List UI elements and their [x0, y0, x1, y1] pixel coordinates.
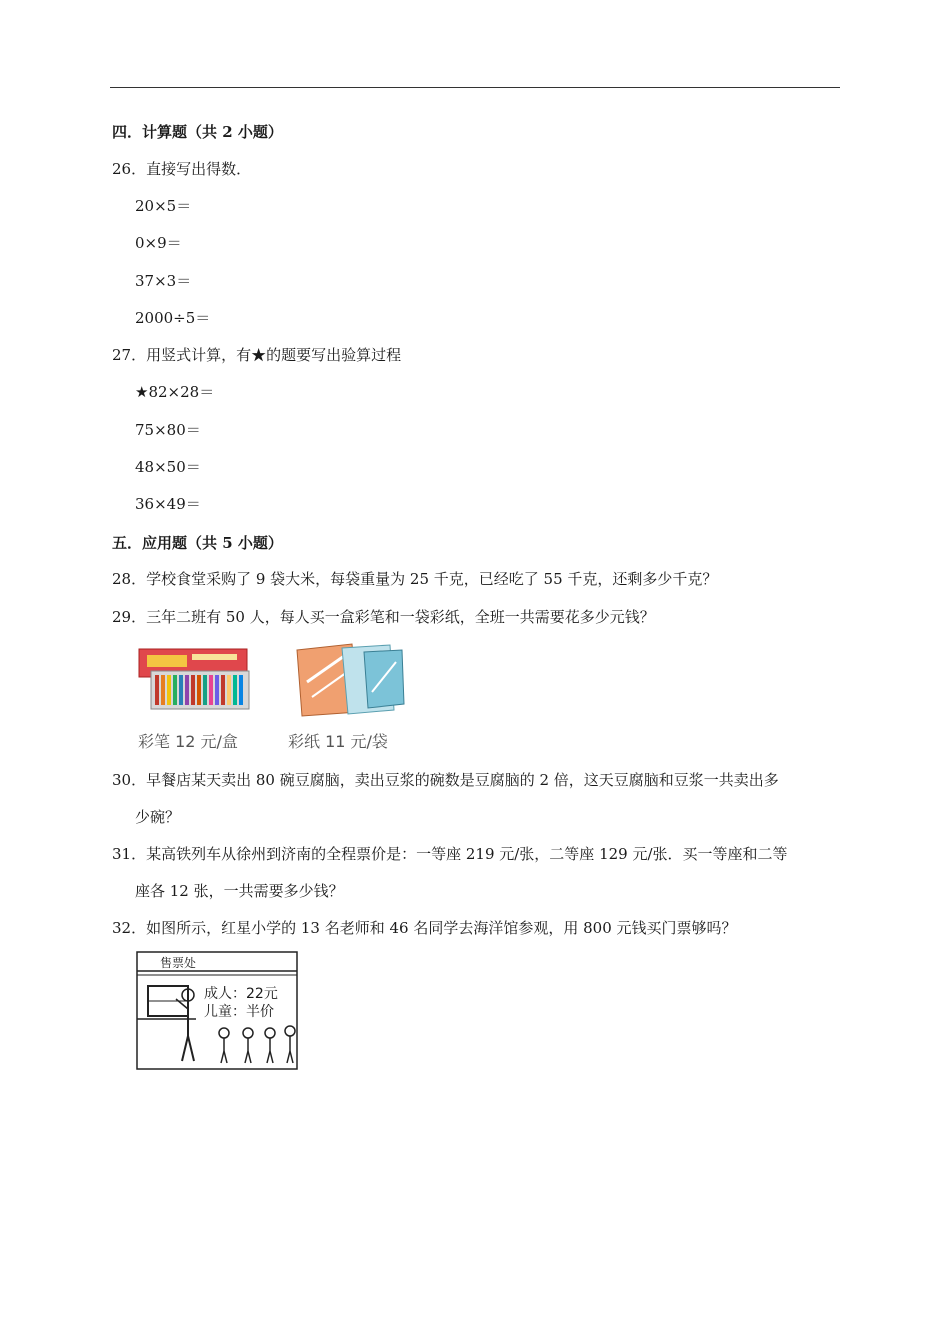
- question-27-item: 48×50＝: [135, 458, 201, 476]
- paper-price-caption: 彩纸 11 元/袋: [288, 732, 388, 751]
- header-rule: [110, 87, 840, 88]
- question-27-item: 36×49＝: [135, 495, 201, 513]
- color-pens-image: [137, 645, 252, 713]
- question-30-line2: 少碗？: [135, 808, 181, 826]
- question-29: 29．三年二班有 50 人，每人买一盒彩笔和一袋彩纸，全班一共需要花多少元钱？: [112, 608, 655, 626]
- question-27-stem: 27．用竖式计算，有★的题要写出验算过程: [112, 346, 402, 364]
- question-31-line1: 31．某高铁列车从徐州到济南的全程票价是：一等座 219 元/张，二等座 129 元/张．买一等座和二等: [112, 845, 788, 863]
- question-26-item: 0×9＝: [135, 234, 182, 252]
- question-27-item: 75×80＝: [135, 421, 201, 439]
- child-price-sign: 儿童：半价: [204, 1004, 274, 1020]
- section-title-calculation: 四．计算题（共 2 小题）: [112, 123, 283, 141]
- question-26-item: 20×5＝: [135, 197, 192, 215]
- section-title-application: 五．应用题（共 5 小题）: [112, 534, 283, 552]
- question-26-item: 37×3＝: [135, 272, 192, 290]
- question-26-stem: 26．直接写出得数．: [112, 160, 252, 178]
- question-26-item: 2000÷5＝: [135, 309, 211, 327]
- question-30-line1: 30．早餐店某天卖出 80 碗豆腐脑，卖出豆浆的碗数是豆腐脑的 2 倍，这天豆腐脑和豆浆一共卖出多: [112, 771, 779, 789]
- pens-price-caption: 彩笔 12 元/盒: [138, 732, 238, 751]
- color-paper-image: [292, 642, 407, 717]
- adult-price-sign: 成人：22元: [204, 986, 278, 1002]
- question-28: 28．学校食堂采购了 9 袋大米，每袋重量为 25 千克，已经吃了 55 千克，还剩多少千克？: [112, 570, 718, 588]
- ticket-office-illustration: [136, 951, 306, 1071]
- question-27-item: ★82×28＝: [135, 383, 215, 401]
- question-32: 32．如图所示，红星小学的 13 名老师和 46 名同学去海洋馆参观，用 800 元钱买门票够吗？: [112, 919, 737, 937]
- ticket-office-header: 售票处: [160, 956, 197, 970]
- question-31-line2: 座各 12 张，一共需要多少钱？: [135, 882, 344, 900]
